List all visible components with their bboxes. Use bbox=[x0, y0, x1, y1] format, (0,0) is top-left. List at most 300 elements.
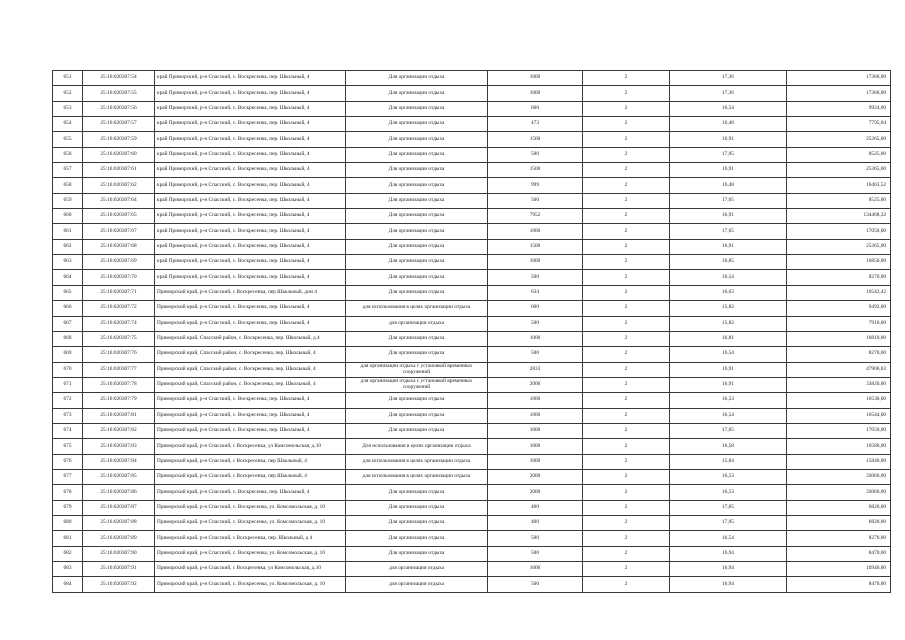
rate-cell: 16,94 bbox=[670, 546, 787, 561]
rate-cell: 17,36 bbox=[670, 86, 787, 101]
group-cell: 2 bbox=[583, 101, 670, 116]
area-cell: 500 bbox=[488, 546, 583, 561]
value-cell: 9492,00 bbox=[787, 301, 891, 316]
purpose-cell: Для организации отдыха bbox=[346, 423, 488, 438]
area-cell: 1000 bbox=[488, 393, 583, 408]
table-row bbox=[53, 546, 891, 561]
group-cell: 2 bbox=[583, 132, 670, 147]
row-number-cell: 652 bbox=[53, 86, 83, 101]
rate-cell: 16,58 bbox=[670, 439, 787, 454]
area-cell: 500 bbox=[488, 531, 583, 546]
rate-cell: 16,94 bbox=[670, 562, 787, 577]
address-cell: Приморский край, р-н Спасский, с. Воскресенка, ул. Комсомольская, д. 10 bbox=[155, 515, 346, 530]
group-cell: 2 bbox=[583, 147, 670, 162]
group-cell: 2 bbox=[583, 224, 670, 239]
row-number-cell: 664 bbox=[53, 270, 83, 285]
purpose-cell: для организации отдыха bbox=[346, 577, 488, 592]
purpose-cell: Для организации отдыха bbox=[346, 239, 488, 254]
rate-cell: 17,05 bbox=[670, 193, 787, 208]
area-cell: 1500 bbox=[488, 163, 583, 178]
group-cell: 2 bbox=[583, 454, 670, 469]
row-number-cell: 675 bbox=[53, 439, 83, 454]
row-number-cell: 651 bbox=[53, 71, 83, 86]
table-row bbox=[53, 224, 891, 239]
rate-cell: 16,94 bbox=[670, 577, 787, 592]
group-cell: 2 bbox=[583, 193, 670, 208]
table-row bbox=[53, 178, 891, 193]
cadastral-number-cell: 25:16:020307:59 bbox=[83, 132, 155, 147]
row-number-cell: 677 bbox=[53, 469, 83, 484]
value-cell: 8270,00 bbox=[787, 347, 891, 362]
cadastral-number-cell: 25:16:020307:64 bbox=[83, 193, 155, 208]
value-cell: 17050,00 bbox=[787, 224, 891, 239]
row-number-cell: 661 bbox=[53, 224, 83, 239]
area-cell: 999 bbox=[488, 178, 583, 193]
area-cell: 500 bbox=[488, 347, 583, 362]
rate-cell: 16,91 bbox=[670, 362, 787, 377]
address-cell: край Приморский, р-н Спасский, с. Воскресенка, пер. Школьный, 4 bbox=[155, 178, 346, 193]
cadastral-number-cell: 25:16:020307:91 bbox=[83, 562, 155, 577]
value-cell: 15840,00 bbox=[787, 454, 891, 469]
address-cell: Приморский край, р-н Спасский, с. Воскресенка, пер. Школьный, 4 bbox=[155, 485, 346, 500]
value-cell: 33820,00 bbox=[787, 377, 891, 392]
row-number-cell: 657 bbox=[53, 163, 83, 178]
purpose-cell: для организации отдыха с установкой временных сооружений bbox=[346, 362, 488, 377]
purpose-cell: Для организации отдыха bbox=[346, 331, 488, 346]
value-cell: 17050,00 bbox=[787, 423, 891, 438]
value-cell: 25365,00 bbox=[787, 239, 891, 254]
rate-cell: 17,05 bbox=[670, 147, 787, 162]
area-cell: 1000 bbox=[488, 224, 583, 239]
cadastral-number-cell: 25:16:020307:90 bbox=[83, 546, 155, 561]
purpose-cell: Для организации отдыха bbox=[346, 224, 488, 239]
table-row bbox=[53, 423, 891, 438]
area-cell: 473 bbox=[488, 117, 583, 132]
rate-cell: 15,84 bbox=[670, 454, 787, 469]
cadastral-number-cell: 25:16:020307:78 bbox=[83, 377, 155, 392]
group-cell: 2 bbox=[583, 285, 670, 300]
purpose-cell: Для организации отдыха bbox=[346, 485, 488, 500]
purpose-cell: для использования в целях организации отдыха bbox=[346, 454, 488, 469]
group-cell: 2 bbox=[583, 469, 670, 484]
row-number-cell: 666 bbox=[53, 301, 83, 316]
address-cell: Приморский край, р-н Спасский, с. Воскресенка, пер. Школьный, 4 bbox=[155, 408, 346, 423]
table-row bbox=[53, 562, 891, 577]
cadastral-number-cell: 25:16:020307:67 bbox=[83, 224, 155, 239]
value-cell: 16580,00 bbox=[787, 439, 891, 454]
purpose-cell: для организации отдыха bbox=[346, 562, 488, 577]
row-number-cell: 672 bbox=[53, 393, 83, 408]
area-cell: 634 bbox=[488, 285, 583, 300]
table-row bbox=[53, 485, 891, 500]
group-cell: 2 bbox=[583, 239, 670, 254]
area-cell: 500 bbox=[488, 577, 583, 592]
purpose-cell: Для организации отдыха bbox=[346, 163, 488, 178]
address-cell: край Приморский, р-н Спасский, с. Воскресенка, пер. Школьный, 4 bbox=[155, 117, 346, 132]
rate-cell: 16,54 bbox=[670, 347, 787, 362]
value-cell: 8525,00 bbox=[787, 193, 891, 208]
value-cell: 8470,00 bbox=[787, 577, 891, 592]
group-cell: 2 bbox=[583, 546, 670, 561]
area-cell: 500 bbox=[488, 316, 583, 331]
cadastral-number-cell: 25:16:020307:68 bbox=[83, 239, 155, 254]
cadastral-number-cell: 25:16:020307:55 bbox=[83, 86, 155, 101]
row-number-cell: 660 bbox=[53, 209, 83, 224]
value-cell: 25365,00 bbox=[787, 163, 891, 178]
row-number-cell: 676 bbox=[53, 454, 83, 469]
rate-cell: 16,81 bbox=[670, 331, 787, 346]
purpose-cell: Для организации отдыха bbox=[346, 71, 488, 86]
rate-cell: 15,82 bbox=[670, 316, 787, 331]
value-cell: 33060,00 bbox=[787, 469, 891, 484]
table-row bbox=[53, 86, 891, 101]
purpose-cell: Для организации отдыха bbox=[346, 408, 488, 423]
purpose-cell: Для организации отдыха bbox=[346, 147, 488, 162]
cadastral-number-cell: 25:16:020307:77 bbox=[83, 362, 155, 377]
table-row bbox=[53, 270, 891, 285]
table-row bbox=[53, 163, 891, 178]
row-number-cell: 680 bbox=[53, 515, 83, 530]
cadastral-number-cell: 25:16:020307:71 bbox=[83, 285, 155, 300]
purpose-cell: Для организации отдыха bbox=[346, 209, 488, 224]
rate-cell: 16,53 bbox=[670, 393, 787, 408]
row-number-cell: 653 bbox=[53, 101, 83, 116]
cadastral-number-cell: 25:16:020307:92 bbox=[83, 577, 155, 592]
address-cell: край Приморский, р-н Спасский, с. Воскресенка, пер. Школьный, 4 bbox=[155, 71, 346, 86]
row-number-cell: 665 bbox=[53, 285, 83, 300]
rate-cell: 16,91 bbox=[670, 209, 787, 224]
area-cell: 1000 bbox=[488, 423, 583, 438]
group-cell: 2 bbox=[583, 531, 670, 546]
table-row bbox=[53, 132, 891, 147]
cadastral-number-cell: 25:16:020307:74 bbox=[83, 316, 155, 331]
value-cell: 16850,00 bbox=[787, 255, 891, 270]
purpose-cell: Для организации отдыха bbox=[346, 393, 488, 408]
rate-cell: 16,53 bbox=[670, 485, 787, 500]
cadastral-number-cell: 25:16:020307:65 bbox=[83, 209, 155, 224]
purpose-cell: Для организации отдыха bbox=[346, 546, 488, 561]
cadastral-number-cell: 25:16:020307:79 bbox=[83, 393, 155, 408]
address-cell: Приморский край, р-н Спасский, с. Воскресенка, пер. Школьный, 4 bbox=[155, 316, 346, 331]
row-number-cell: 663 bbox=[53, 255, 83, 270]
value-cell: 7795,04 bbox=[787, 117, 891, 132]
group-cell: 2 bbox=[583, 117, 670, 132]
group-cell: 2 bbox=[583, 393, 670, 408]
purpose-cell: для организации отдыха с установкой временных сооружений bbox=[346, 377, 488, 392]
cadastral-number-cell: 25:16:020307:75 bbox=[83, 331, 155, 346]
row-number-cell: 669 bbox=[53, 347, 83, 362]
address-cell: край Приморский, р-н Спасский, с. Воскресенка, пер. Школьный, 4 bbox=[155, 163, 346, 178]
row-number-cell: 683 bbox=[53, 562, 83, 577]
cadastral-number-cell: 25:16:020307:54 bbox=[83, 71, 155, 86]
value-cell: 17360,00 bbox=[787, 86, 891, 101]
group-cell: 2 bbox=[583, 255, 670, 270]
row-number-cell: 658 bbox=[53, 178, 83, 193]
row-number-cell: 679 bbox=[53, 500, 83, 515]
purpose-cell: Для организации отдыха bbox=[346, 86, 488, 101]
rate-cell: 16,54 bbox=[670, 270, 787, 285]
table-row bbox=[53, 377, 891, 392]
table-row bbox=[53, 316, 891, 331]
area-cell: 600 bbox=[488, 301, 583, 316]
table-row bbox=[53, 531, 891, 546]
row-number-cell: 678 bbox=[53, 485, 83, 500]
address-cell: Приморский край, р-н Спасский, с Воскресенка, ул Комсомольская, д.10 bbox=[155, 439, 346, 454]
address-cell: Приморский край, р-н Спасский, с. Воскресенка, ул. Комсомольская, д. 10 bbox=[155, 577, 346, 592]
group-cell: 2 bbox=[583, 515, 670, 530]
purpose-cell: Для организации отдыха bbox=[346, 193, 488, 208]
table-row bbox=[53, 362, 891, 377]
purpose-cell: Для организации отдыха bbox=[346, 178, 488, 193]
rate-cell: 16,91 bbox=[670, 163, 787, 178]
address-cell: край Приморский, р-н Спасский, с. Воскресенка, пер. Школьный, 4 bbox=[155, 209, 346, 224]
address-cell: Приморский край, р-н Спасский, с. Воскресенка, ул. Комсомольская, д. 10 bbox=[155, 500, 346, 515]
table-row bbox=[53, 454, 891, 469]
value-cell: 134468,32 bbox=[787, 209, 891, 224]
area-cell: 2833 bbox=[488, 362, 583, 377]
rate-cell: 17,05 bbox=[670, 515, 787, 530]
value-cell: 8270,00 bbox=[787, 531, 891, 546]
cadastral-number-cell: 25:16:020307:86 bbox=[83, 485, 155, 500]
address-cell: край Приморский, р-н Спасский, с. Воскресенка, пер. Школьный, 4 bbox=[155, 224, 346, 239]
group-cell: 2 bbox=[583, 209, 670, 224]
cadastral-number-cell: 25:16:020307:83 bbox=[83, 439, 155, 454]
value-cell: 16544,00 bbox=[787, 408, 891, 423]
row-number-cell: 673 bbox=[53, 408, 83, 423]
table-row bbox=[53, 239, 891, 254]
area-cell: 1000 bbox=[488, 331, 583, 346]
table-row bbox=[53, 393, 891, 408]
rate-cell: 16,53 bbox=[670, 469, 787, 484]
value-cell: 47906,03 bbox=[787, 362, 891, 377]
purpose-cell: Для организации отдыха bbox=[346, 255, 488, 270]
cadastral-number-cell: 25:16:020307:88 bbox=[83, 515, 155, 530]
area-cell: 2000 bbox=[488, 469, 583, 484]
row-number-cell: 681 bbox=[53, 531, 83, 546]
group-cell: 2 bbox=[583, 562, 670, 577]
table-row bbox=[53, 515, 891, 530]
cadastral-number-cell: 25:16:020307:87 bbox=[83, 500, 155, 515]
area-cell: 2000 bbox=[488, 377, 583, 392]
address-cell: Приморский край, р-н Спасский, с. Воскресенка, пер. Школьный, 4 bbox=[155, 423, 346, 438]
rate-cell: 16,54 bbox=[670, 408, 787, 423]
value-cell: 16463,52 bbox=[787, 178, 891, 193]
table-body bbox=[53, 71, 891, 593]
group-cell: 2 bbox=[583, 71, 670, 86]
value-cell: 16530,00 bbox=[787, 393, 891, 408]
address-cell: край Приморский, р-н Спасский, с. Воскресенка, пер. Школьный, 4 bbox=[155, 193, 346, 208]
table-row bbox=[53, 255, 891, 270]
cadastral-number-cell: 25:16:020307:85 bbox=[83, 469, 155, 484]
address-cell: Приморский край, Спасский район, с. Воскресенка, пер. Школьный, 4 bbox=[155, 347, 346, 362]
rate-cell: 16,91 bbox=[670, 377, 787, 392]
group-cell: 2 bbox=[583, 86, 670, 101]
value-cell: 8470,00 bbox=[787, 546, 891, 561]
rate-cell: 16,85 bbox=[670, 255, 787, 270]
table-row bbox=[53, 147, 891, 162]
table-row bbox=[53, 469, 891, 484]
area-cell: 400 bbox=[488, 500, 583, 515]
group-cell: 2 bbox=[583, 270, 670, 285]
rate-cell: 16,63 bbox=[670, 285, 787, 300]
value-cell: 25365,00 bbox=[787, 132, 891, 147]
address-cell: край Приморский, р-н Спасский, с. Воскресенка, пер. Школьный, 4 bbox=[155, 270, 346, 285]
cadastral-number-cell: 25:16:020307:89 bbox=[83, 531, 155, 546]
cadastral-number-cell: 25:16:020307:56 bbox=[83, 101, 155, 116]
area-cell: 600 bbox=[488, 101, 583, 116]
area-cell: 500 bbox=[488, 193, 583, 208]
purpose-cell: Для организации отдыха bbox=[346, 515, 488, 530]
area-cell: 1500 bbox=[488, 132, 583, 147]
area-cell: 400 bbox=[488, 515, 583, 530]
value-cell: 10543,42 bbox=[787, 285, 891, 300]
group-cell: 2 bbox=[583, 347, 670, 362]
row-number-cell: 674 bbox=[53, 423, 83, 438]
purpose-cell: Для использования в целях организации отдыха bbox=[346, 439, 488, 454]
value-cell: 16940,00 bbox=[787, 562, 891, 577]
row-number-cell: 684 bbox=[53, 577, 83, 592]
row-number-cell: 659 bbox=[53, 193, 83, 208]
purpose-cell: Для организации отдыха bbox=[346, 101, 488, 116]
purpose-cell: для организации отдыха bbox=[346, 316, 488, 331]
table-row bbox=[53, 193, 891, 208]
cadastral-number-cell: 25:16:020307:81 bbox=[83, 408, 155, 423]
address-cell: край Приморский, р-н Спасский, с. Воскресенка, пер. Школьный, 4 bbox=[155, 132, 346, 147]
address-cell: Приморский край, Спасский район, с. Воскресенка, пер. Школьный, 4 bbox=[155, 362, 346, 377]
value-cell: 6820,00 bbox=[787, 500, 891, 515]
value-cell: 8525,00 bbox=[787, 147, 891, 162]
row-number-cell: 667 bbox=[53, 316, 83, 331]
address-cell: край Приморский, р-н Спасский, с. Воскресенка, пер. Школьный, 4 bbox=[155, 86, 346, 101]
address-cell: Приморский край, р-н Спасский, с Воскресенка, пер Школьный, дом 4 bbox=[155, 285, 346, 300]
group-cell: 2 bbox=[583, 316, 670, 331]
row-number-cell: 668 bbox=[53, 331, 83, 346]
table-row bbox=[53, 285, 891, 300]
table-row bbox=[53, 439, 891, 454]
table-row bbox=[53, 117, 891, 132]
table-row bbox=[53, 331, 891, 346]
address-cell: край Приморский, р-н Спасский, с. Воскресенка, пер. Школьный, 4 bbox=[155, 239, 346, 254]
rate-cell: 17,05 bbox=[670, 500, 787, 515]
rate-cell: 16,54 bbox=[670, 101, 787, 116]
address-cell: Приморский край, р-н Спасский, с. Воскресенка, ул. Комсомольская, д. 10 bbox=[155, 546, 346, 561]
cadastral-number-cell: 25:16:020307:76 bbox=[83, 347, 155, 362]
address-cell: Приморский край, Спасский район, с. Воскресенка, пер. Школьный, 4 bbox=[155, 377, 346, 392]
purpose-cell: Для организации отдыха bbox=[346, 500, 488, 515]
group-cell: 2 bbox=[583, 439, 670, 454]
group-cell: 2 bbox=[583, 362, 670, 377]
table-row bbox=[53, 500, 891, 515]
value-cell: 6820,00 bbox=[787, 515, 891, 530]
cadastral-number-cell: 25:16:020307:57 bbox=[83, 117, 155, 132]
area-cell: 7952 bbox=[488, 209, 583, 224]
area-cell: 1000 bbox=[488, 562, 583, 577]
group-cell: 2 bbox=[583, 377, 670, 392]
rate-cell: 16,48 bbox=[670, 117, 787, 132]
group-cell: 2 bbox=[583, 423, 670, 438]
table-row bbox=[53, 577, 891, 592]
value-cell: 8270,00 bbox=[787, 270, 891, 285]
purpose-cell: для использования в целях организации отдыха bbox=[346, 469, 488, 484]
area-cell: 1500 bbox=[488, 239, 583, 254]
cadastral-number-cell: 25:16:020307:61 bbox=[83, 163, 155, 178]
value-cell: 17360,00 bbox=[787, 71, 891, 86]
value-cell: 33060,00 bbox=[787, 485, 891, 500]
address-cell: Приморский край, р-н Спасский, с Воскресенка, пер Школьный, 4 bbox=[155, 469, 346, 484]
cadastral-number-cell: 25:16:020307:69 bbox=[83, 255, 155, 270]
area-cell: 1000 bbox=[488, 71, 583, 86]
row-number-cell: 670 bbox=[53, 362, 83, 377]
purpose-cell: Для организации отдыха bbox=[346, 117, 488, 132]
cadastral-table bbox=[52, 70, 891, 593]
address-cell: край Приморский, р-н Спасский, с. Воскресенка, пер. Школьный, 4 bbox=[155, 101, 346, 116]
rate-cell: 17,05 bbox=[670, 224, 787, 239]
row-number-cell: 671 bbox=[53, 377, 83, 392]
purpose-cell: Для организации отдыха bbox=[346, 270, 488, 285]
address-cell: Приморский край, р-н Спасский, с Воскресенка, пер Школьный, 4 bbox=[155, 454, 346, 469]
table-row bbox=[53, 347, 891, 362]
group-cell: 2 bbox=[583, 163, 670, 178]
value-cell: 7910,00 bbox=[787, 316, 891, 331]
rate-cell: 15,82 bbox=[670, 301, 787, 316]
cadastral-number-cell: 25:16:020307:60 bbox=[83, 147, 155, 162]
row-number-cell: 655 bbox=[53, 132, 83, 147]
row-number-cell: 656 bbox=[53, 147, 83, 162]
area-cell: 2000 bbox=[488, 485, 583, 500]
group-cell: 2 bbox=[583, 577, 670, 592]
purpose-cell: Для организации отдыха bbox=[346, 347, 488, 362]
rate-cell: 16,91 bbox=[670, 132, 787, 147]
address-cell: Приморский край, р-н Спасский, с. Воскресенка, пер. Школьный, 4 bbox=[155, 393, 346, 408]
purpose-cell: для использования в целях организации отдыха bbox=[346, 301, 488, 316]
rate-cell: 17,36 bbox=[670, 71, 787, 86]
area-cell: 1000 bbox=[488, 255, 583, 270]
group-cell: 2 bbox=[583, 331, 670, 346]
row-number-cell: 682 bbox=[53, 546, 83, 561]
address-cell: край Приморский, р-н Спасский, с. Воскресенка, пер. Школьный, 4 bbox=[155, 255, 346, 270]
address-cell: Приморский край, р-н Спасский, с Воскресенка, пер. Школьный, д 4 bbox=[155, 531, 346, 546]
cadastral-number-cell: 25:16:020307:62 bbox=[83, 178, 155, 193]
rate-cell: 16,54 bbox=[670, 531, 787, 546]
rate-cell: 17,05 bbox=[670, 423, 787, 438]
area-cell: 1000 bbox=[488, 86, 583, 101]
table-row bbox=[53, 408, 891, 423]
group-cell: 2 bbox=[583, 500, 670, 515]
table-row bbox=[53, 301, 891, 316]
rate-cell: 16,91 bbox=[670, 239, 787, 254]
address-cell: Приморский край, р-н Спасский, с. Воскресенка, пер. Школьный, 4 bbox=[155, 301, 346, 316]
group-cell: 2 bbox=[583, 408, 670, 423]
table-row bbox=[53, 209, 891, 224]
area-cell: 500 bbox=[488, 147, 583, 162]
cadastral-number-cell: 25:16:020307:70 bbox=[83, 270, 155, 285]
group-cell: 2 bbox=[583, 178, 670, 193]
cadastral-number-cell: 25:16:020307:82 bbox=[83, 423, 155, 438]
value-cell: 9924,00 bbox=[787, 101, 891, 116]
cadastral-number-cell: 25:16:020307:72 bbox=[83, 301, 155, 316]
area-cell: 500 bbox=[488, 270, 583, 285]
group-cell: 2 bbox=[583, 301, 670, 316]
area-cell: 1000 bbox=[488, 408, 583, 423]
area-cell: 1000 bbox=[488, 439, 583, 454]
table-row bbox=[53, 101, 891, 116]
row-number-cell: 662 bbox=[53, 239, 83, 254]
row-number-cell: 654 bbox=[53, 117, 83, 132]
rate-cell: 16,48 bbox=[670, 178, 787, 193]
address-cell: край Приморский, р-н Спасский, с. Воскресенка, пер. Школьный, 4 bbox=[155, 147, 346, 162]
address-cell: Приморский край, р-н Спасский, с Воскресенка, ул Комсомольская, д.10 bbox=[155, 562, 346, 577]
table-row bbox=[53, 71, 891, 86]
